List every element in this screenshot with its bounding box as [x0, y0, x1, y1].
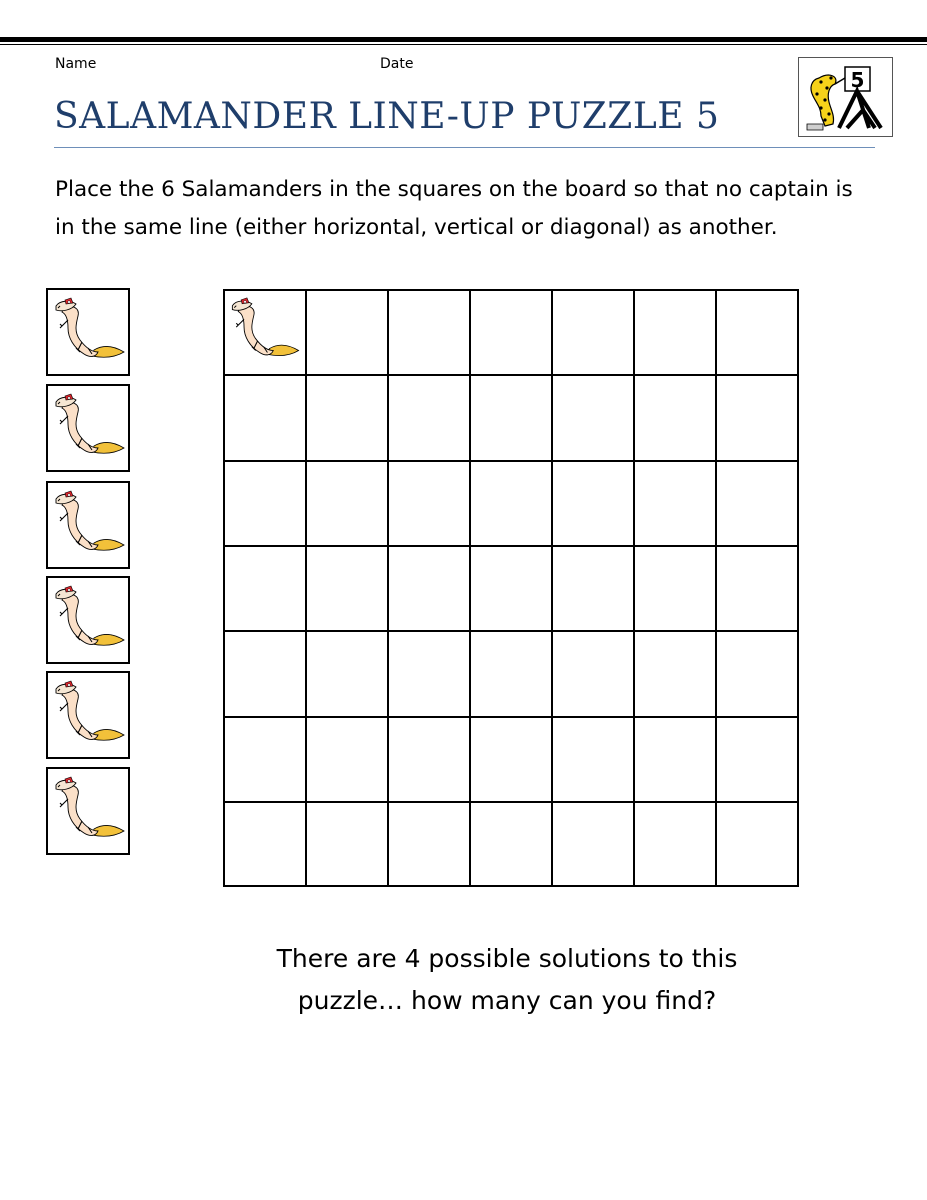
puzzle-logo: [798, 57, 893, 137]
board-cell[interactable]: [633, 460, 718, 548]
board-cell[interactable]: [633, 289, 718, 377]
logo-number: 5: [850, 68, 865, 92]
board-cell[interactable]: [715, 460, 799, 548]
salamander-icon: [52, 390, 127, 468]
salamander-piece[interactable]: [46, 671, 130, 759]
top-rule-thin: [0, 44, 927, 45]
salamander-icon: [52, 487, 127, 565]
board-cell[interactable]: [633, 545, 718, 633]
board-cell[interactable]: [387, 545, 472, 633]
salamander-piece[interactable]: [46, 384, 130, 472]
instructions-line-1: Place the 6 Salamanders in the squares on the board so that no captain is: [55, 177, 853, 202]
board-cell[interactable]: [551, 289, 636, 377]
board-cell[interactable]: [633, 374, 718, 463]
board-cell[interactable]: [715, 289, 799, 377]
board-cell[interactable]: [551, 460, 636, 548]
board-cell[interactable]: [633, 801, 718, 887]
puzzle-board: [223, 289, 799, 887]
date-field-label: Date: [380, 56, 414, 72]
board-cell[interactable]: [469, 374, 554, 463]
board-cell[interactable]: [551, 630, 636, 719]
footer-line-1: There are 4 possible solutions to this: [276, 944, 738, 973]
board-cell[interactable]: [387, 289, 472, 377]
board-cell[interactable]: [305, 630, 390, 719]
salamander-piece[interactable]: [46, 481, 130, 569]
instructions: [55, 171, 885, 247]
board-cell[interactable]: [305, 545, 390, 633]
salamander-piece[interactable]: [46, 576, 130, 664]
title-underline: [54, 147, 875, 148]
board-cell[interactable]: [469, 289, 554, 377]
board-cell[interactable]: [223, 545, 308, 633]
salamander-icon: [228, 294, 302, 370]
board-cell[interactable]: [387, 716, 472, 804]
board-cell[interactable]: [551, 545, 636, 633]
board-cell[interactable]: [223, 460, 308, 548]
salamander-icon: [52, 677, 127, 755]
board-cell[interactable]: [715, 801, 799, 887]
instructions-line-2: in the same line (either horizontal, vertical or diagonal) as another.: [55, 215, 778, 240]
salamander-icon: [52, 294, 127, 372]
board-cell[interactable]: [305, 460, 390, 548]
board-cell[interactable]: [387, 630, 472, 719]
footer-note: [0, 938, 927, 1022]
board-cell[interactable]: [305, 289, 390, 377]
board-cell[interactable]: [223, 716, 308, 804]
board-cell[interactable]: [715, 716, 799, 804]
page-title: SALAMANDER LINE-UP PUZZLE 5: [54, 96, 720, 137]
board-cell[interactable]: [223, 630, 308, 719]
board-cell[interactable]: [387, 801, 472, 887]
board-cell[interactable]: [551, 374, 636, 463]
board-cell[interactable]: [551, 716, 636, 804]
board-cell[interactable]: [305, 801, 390, 887]
board-cell[interactable]: [469, 630, 554, 719]
name-field-label: Name: [55, 56, 97, 72]
board-cell[interactable]: [469, 545, 554, 633]
board-cell[interactable]: [469, 460, 554, 548]
board-cell[interactable]: [633, 630, 718, 719]
footer-line-2: puzzle… how many can you find?: [297, 986, 717, 1015]
board-cell[interactable]: [715, 630, 799, 719]
board-cell[interactable]: [469, 716, 554, 804]
board-cell[interactable]: [305, 716, 390, 804]
board-cell[interactable]: [633, 716, 718, 804]
board-cell[interactable]: [223, 374, 308, 463]
salamander-icon: [52, 582, 127, 660]
board-cell[interactable]: [305, 374, 390, 463]
top-rule: [0, 37, 927, 42]
board-cell[interactable]: [715, 545, 799, 633]
salamander-piece[interactable]: [46, 767, 130, 855]
salamander-piece[interactable]: [46, 288, 130, 376]
board-cell[interactable]: [551, 801, 636, 887]
board-cell[interactable]: [469, 801, 554, 887]
board-cell[interactable]: [715, 374, 799, 463]
board-cell[interactable]: [223, 289, 308, 377]
board-cell[interactable]: [223, 801, 308, 887]
board-cell[interactable]: [387, 460, 472, 548]
board-cell[interactable]: [387, 374, 472, 463]
salamander-icon: [52, 773, 127, 851]
